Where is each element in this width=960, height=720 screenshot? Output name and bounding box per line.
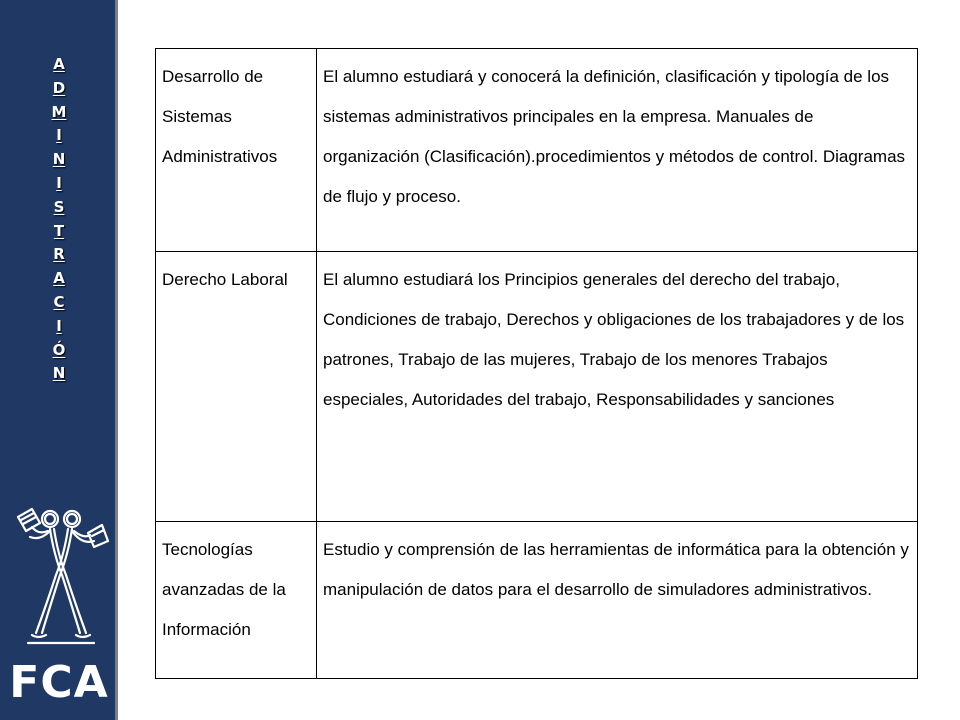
description-cell: El alumno estudiará los Principios generales del derecho del trabajo, Condiciones de trabajo, Derechos y obligaciones de los trabajadores y de los patrones, Trabajo de las mujeres, Trabajo de los menores Trabajos especiales, Autoridades del trabajo, Responsabilidades y sanciones [317,252,918,522]
title-letter: I [56,316,62,335]
title-letter: T [53,221,65,240]
title-letter: A [53,269,65,288]
title-letter: R [53,245,65,264]
title-letter: S [53,197,65,216]
table-row [156,49,918,252]
description-cell: Estudio y comprensión de las herramientas de informática para la obtención y manipulación de datos para el desarrollo de simuladores administrativos. [317,522,918,679]
sidebar [0,0,118,720]
title-letter: C [53,292,65,311]
vertical-title-administracion [0,53,118,386]
subjects-table [155,48,918,679]
two-figures-holding-books-logo-icon [10,505,110,655]
title-letter: N [52,150,66,169]
subject-cell: Desarrollo de Sistemas Administrativos [156,49,317,252]
title-letter: I [56,173,62,192]
subject-cell: Derecho Laboral [156,252,317,522]
subject-cell: Tecnologías avanzadas de la Información [156,522,317,679]
description-cell: El alumno estudiará y conocerá la definición, clasificación y tipología de los sistemas administrativos principales en la empresa. Manuales de organización (Clasificación).procedimientos y métodos de control. Diagramas de flujo y proceso. [317,49,918,252]
title-letter: M [51,102,67,121]
fca-logo-text: FCA [9,657,109,708]
table-row [156,522,918,679]
title-letter: Ó [52,340,66,359]
table-row [156,252,918,522]
title-letter: N [52,364,66,383]
title-letter: A [53,55,65,73]
title-letter: D [52,78,66,97]
title-letter: I [56,126,62,145]
